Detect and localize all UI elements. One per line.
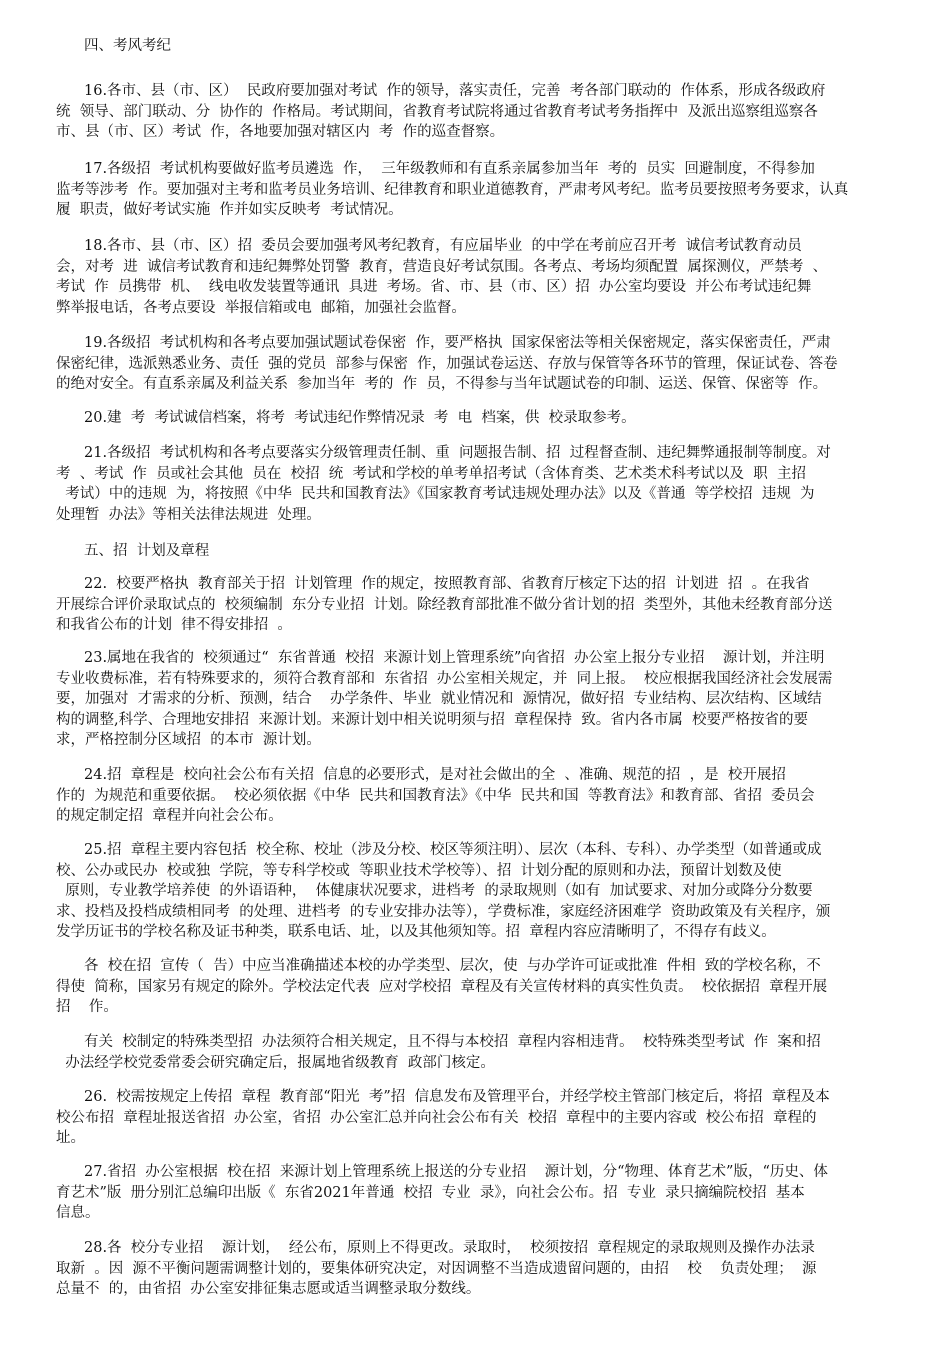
text-line: 址。 [56, 1130, 85, 1146]
text-line: 专业收费标准，若有特殊要求的，须符合教育部和 东省招 办公室相关规定，并 同上报。 校应根据我国经济社会发展需 [56, 670, 833, 687]
text-line: 的规定制定招 章程并向社会公布。 [56, 808, 283, 824]
text-line: 各 校在招 宣传（ 告）中应当准确描述本校的办学类型、层次，使 与办学许可证或批准 件相 致的学校名称，不 [84, 958, 821, 974]
text-line: 校、公办或民办 校或独 学院，等专科学校或 等职业技术学校等）、招 计划分配的原则和办法，预留计划数及使 [56, 862, 782, 879]
text-line: 18.各市、县（市、区）招 委员会要加强考风考纪教育，有应届毕业 的中学在考前应召开考 诚信考试教育动员 [84, 238, 802, 254]
paragraph-18 [56, 236, 900, 318]
text-line: 招 作。 [56, 999, 118, 1015]
text-line: 取新 。因 源不平衡问题需调整计划的，要集体研究决定，对因调整不当造成遗留问题的，由招 校 负责处理； 源 [56, 1260, 817, 1277]
text-line: 信息。 [56, 1205, 100, 1221]
text-line: 办法经学校党委常委会研究确定后，报属地省级教育 政部门核定。 [56, 1054, 495, 1071]
paragraph-16 [56, 81, 900, 143]
text-line: 原则，专业教学培养使 的外语语种， 体健康状况要求，进档考 的录取规则（如有 加试要求、对加分或降分分数要 [56, 883, 813, 899]
text-line: 弊举报电话，各考点要设 举报信箱或电 邮箱，加强社会监督。 [56, 299, 466, 316]
text-line: 监考等涉考 作。要加强对主考和监考员业务培训、纪律教育和职业道德教育，严肃考风考纪。监考员要按照考务要求，认真 [56, 181, 849, 198]
text-line: 20.建 考 考试诚信档案，将考 考试违纪作弊情况录 考 电 档案，供 校录取参考。 [84, 410, 636, 426]
text-line: 有关 校制定的特殊类型招 办法须符合相关规定，且不得与本校招 章程内容相违背。 校特殊类型考试 作 案和招 [84, 1034, 821, 1050]
text-line: 17.各级招 考试机构要做好监考员遴选 作， 三年级教师和有直系亲属参加当年 考的 员实 回避制度，不得参加 [84, 161, 815, 177]
text-line: 得使 简称，国家另有规定的除外。学校法定代表 应对学校招 章程及有关宣传材料的真实性负责。 校依据招 章程开展 [56, 978, 828, 995]
text-line: 考 、考试 作 员或社会其他 员在 校招 统 考试和学校的单考单招考试（含体育类、艺术类术科考试以及 职 主招 [56, 465, 806, 482]
paragraph-26 [56, 1087, 900, 1149]
text-line: 保密纪律，选派熟悉业务、责任 强的党员 部参与保密 作，加强试卷运送、存放与保管等各环节的管理，保证试卷、答卷 [56, 355, 838, 372]
text-line: 总量不 的，由省招 办公室安排征集志愿或适当调整录取分数线。 [56, 1281, 481, 1297]
text-line: 28.各 校分专业招 源计划， 经公布，原则上不得更改。录取时， 校须按招 章程规定的录取规则及操作办法录 [84, 1240, 815, 1256]
paragraph-22 [56, 574, 900, 636]
section-heading-5: 五、招 计划及章程 [84, 543, 210, 559]
text-line: 处理暂 办法》等相关法律法规进 处理。 [56, 506, 321, 523]
text-line: 27.省招 办公室根据 校在招 来源计划上管理系统上报送的分专业招 源计划，分“物理、体育艺术”版，“历史、体 [84, 1164, 828, 1180]
paragraph-17 [56, 159, 900, 221]
text-line: 育艺术”版 册分别汇总编印出版《 东省2021年普通 校招 专业 录》，向社会公布。招 专业 录只摘编院校招 基本 [56, 1184, 805, 1201]
text-line: 构的调整,科学、合理地安排招 来源计划。来源计划中相关说明须与招 章程保持 致。省内各市属 校要严格按省的要 [56, 711, 808, 728]
paragraph-24 [56, 765, 900, 827]
text-line: 求，严格控制分区域招 的本市 源计划。 [56, 732, 321, 748]
text-line: 21.各级招 考试机构和各考点要落实分级管理责任制、重 问题报告制、招 过程督查制、违纪舞弊通报制等制度。对 [84, 445, 831, 461]
text-line: 22. 校要严格执 教育部关于招 计划管理 作的规定，按照教育部、省教育厅核定下达的招 计划进 招 。在我省 [84, 576, 810, 592]
text-line: 25.招 章程主要内容包括 校全称、校址（涉及分校、校区等须注明）、层次（本科、专科）、办学类型（如普通或成 [84, 842, 822, 858]
text-line: 23.属地在我省的 校须通过“ 东省普通 校招 来源计划上管理系统”向省招 办公室上报分专业招 源计划，并注明 [84, 650, 825, 666]
text-line: 会，对考 进 诚信考试教育和违纪舞弊处罚警 教育，营造良好考试氛围。各考点、考场均须配置 属探测仪，严禁考 、 [56, 258, 828, 275]
paragraph-23 [56, 648, 900, 751]
paragraph-28 [56, 1238, 900, 1300]
text-line: 要，加强对 才需求的分析、预测，结合 办学条件、毕业 就业情况和 源情况，做好招 专业结构、层次结构、区域结 [56, 691, 822, 707]
text-line: 开展综合评价录取试点的 校须编制 东分专业招 计划。除经教育部批准不做分省计划的招 类型外，其他未经教育部分送 [56, 596, 833, 613]
text-line: 26. 校需按规定上传招 章程 教育部“阳光 考”招 信息发布及管理平台，并经学校主管部门核定后，将招 章程及本 [84, 1089, 830, 1105]
text-line: 求、投档及投档成绩相同考 的处理、进档考 的专业安排办法等），学费标准，家庭经济困难学 资助政策及有关程序，颁 [56, 903, 831, 920]
text-line: 24.招 章程是 校向社会公布有关招 信息的必要形式，是对社会做出的全 、准确、规范的招 ，是 校开展招 [84, 767, 786, 783]
text-line: 统 领导、部门联动、分 协作的 作格局。考试期间，省教育考试院将通过省教育考试考务指挥中 及派出巡察组巡察各 [56, 103, 818, 120]
text-line: 发学历证书的学校名称及证书种类，联系电话、址，以及其他须知等。招 章程内容应清晰明了，不得存有歧义。 [56, 924, 776, 940]
paragraph-20 [56, 408, 900, 429]
paragraph-19 [56, 333, 900, 395]
text-line: 履 职责，做好考试实施 作并如实反映考 考试情况。 [56, 202, 403, 218]
paragraph-25 [56, 840, 900, 943]
section-heading-4: 四、考风考纪 [84, 38, 171, 54]
paragraph-25-special [56, 1032, 900, 1073]
paragraph-27 [56, 1162, 900, 1224]
text-line: 的绝对安全。有直系亲属及利益关系 参加当年 考的 作 员，不得参与当年试题试卷的印制、运送、保管、保密等 作。 [56, 376, 828, 392]
text-line: 考试）中的违规 为，将按照《中华 民共和国教育法》《国家教育考试违规处理办法》以及《普通 等学校招 违规 为 [56, 486, 815, 502]
text-line: 16.各市、县（市、区） 民政府要加强对考试 作的领导，落实责任，完善 考各部门联动的 作体系，形成各级政府 [84, 83, 826, 99]
paragraph-21 [56, 443, 900, 525]
text-line: 作的 为规范和重要依据。 校必须依据《中华 民共和国教育法》《中华 民共和国 等教育法》和教育部、省招 委员会 [56, 787, 815, 804]
text-line: 市、县（市、区）考试 作，各地要加强对辖区内 考 作的巡查督察。 [56, 124, 505, 140]
text-line: 考试 作 员携带 机、 线电收发装置等通讯 具进 考场。省、市、县（市、区）招 办公室均要设 并公布考试违纪舞 [56, 279, 812, 295]
text-line: 和我省公布的计划 律不得安排招 。 [56, 617, 292, 633]
text-line: 校公布招 章程址报送省招 办公室，省招 办公室汇总并向社会公布有关 校招 章程中的主要内容或 校公布招 章程的 [56, 1109, 817, 1126]
text-line: 19.各级招 考试机构和各考点要加强试题试卷保密 作，要严格执 国家保密法等相关保密规定，落实保密责任，严肃 [84, 335, 831, 351]
paragraph-25-promotion [56, 956, 900, 1018]
